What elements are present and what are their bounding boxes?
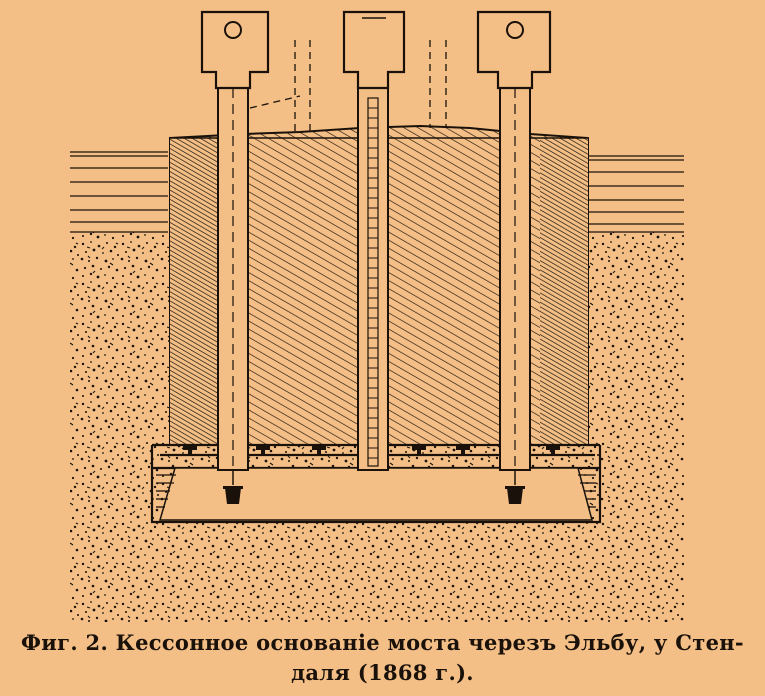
airlock-left	[202, 12, 268, 88]
shaft-right	[500, 40, 530, 470]
caption-line-1: Фиг. 2. Кессонное основанiе моста черезъ Эльбу, у Стен-	[21, 630, 744, 655]
masonry-band-right	[540, 138, 588, 445]
airlock-center	[344, 12, 404, 88]
caption-line-2: даля (1868 г.).	[291, 660, 474, 685]
shaft-left	[218, 40, 248, 470]
figure-caption	[0, 628, 765, 688]
airlock-right	[478, 12, 550, 88]
masonry-band-left	[170, 138, 218, 445]
water-layer-right	[588, 156, 684, 232]
working-chamber	[160, 468, 592, 520]
shaft-center	[358, 70, 388, 470]
water-layer-left	[70, 152, 168, 232]
